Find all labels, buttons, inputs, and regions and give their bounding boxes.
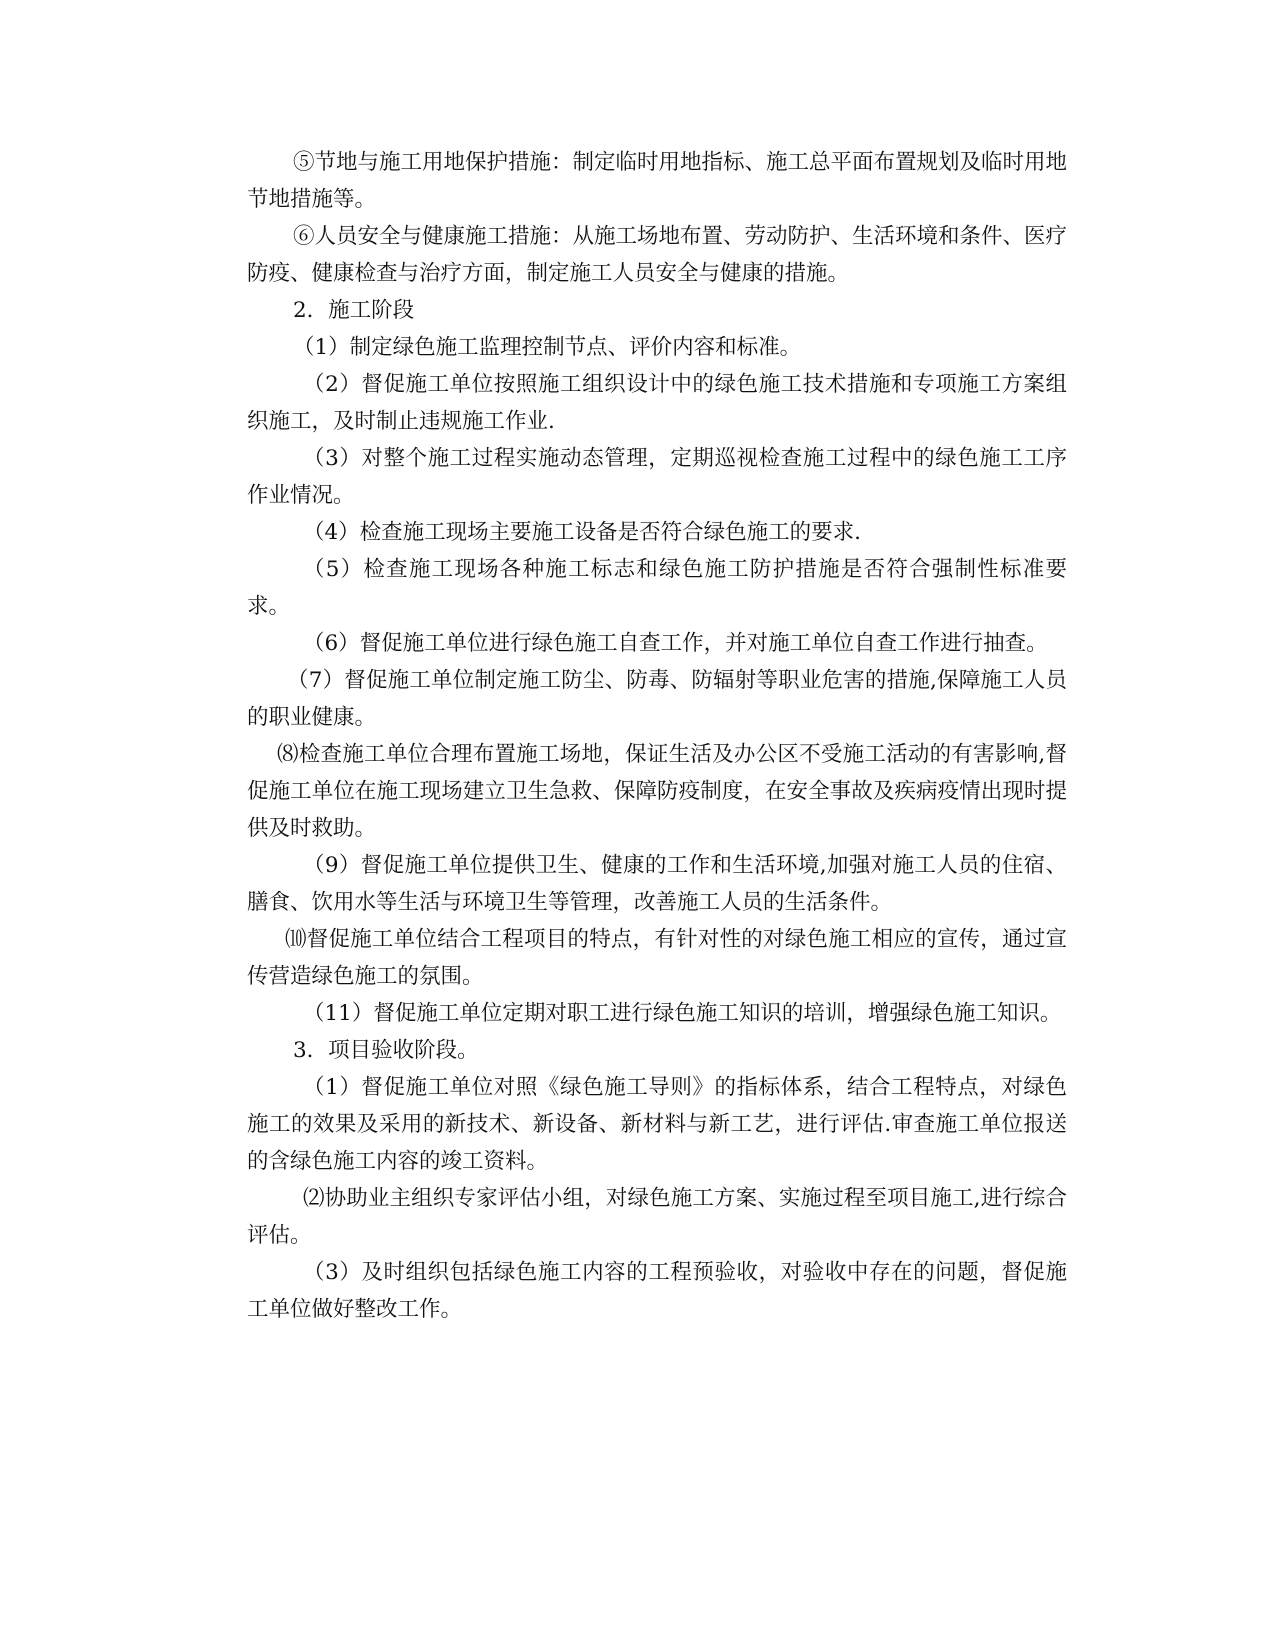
paragraph-stage3-item3: （3）及时组织包括绿色施工内容的工程预验收，对验收中存在的问题，督促施工单位做好整改工作。 [247,1260,1067,1322]
paragraph-stage3-item1: （1）督促施工单位对照《绿色施工导则》的指标体系，结合工程特点，对绿色施工的效果及采用的新技术、新设备、新材料与新工艺，进行评估.审查施工单位报送的含绿色施工内容的竣工资料。 [247,1075,1067,1174]
paragraph-stage2-item8: ⑻检查施工单位合理布置施工场地，保证生活及办公区不受施工活动的有害影响,督促施工单位在施工现场建立卫生急救、保障防疫制度，在安全事故及疾病疫情出现时提供及时救助。 [247,742,1067,841]
document-page [247,144,1067,1328]
paragraph-stage3-item2: ⑵协助业主组织专家评估小组，对绿色施工方案、实施过程至项目施工,进行综合评估。 [247,1186,1067,1248]
paragraph-stage2-item9: （9）督促施工单位提供卫生、健康的工作和生活环境,加强对施工人员的住宿、膳食、饮用水等生活与环境卫生等管理，改善施工人员的生活条件。 [247,853,1067,915]
paragraph-stage2-item7: （7）督促施工单位制定施工防尘、防毒、防辐射等职业危害的措施,保障施工人员的职业健康。 [247,668,1067,730]
paragraph-stage2-item6: （6）督促施工单位进行绿色施工自查工作，并对施工单位自查工作进行抽查。 [303,631,1048,656]
heading-construction-stage: 2．施工阶段 [293,298,415,323]
paragraph-personnel-safety: ⑥人员安全与健康施工措施：从施工场地布置、劳动防护、生活环境和条件、医疗防疫、健康检查与治疗方面，制定施工人员安全与健康的措施。 [247,224,1068,286]
paragraph-stage2-item10: ⑽督促施工单位结合工程项目的特点，有针对性的对绿色施工相应的宣传，通过宣传营造绿色施工的氛围。 [247,927,1067,989]
paragraph-stage2-item3: （3）对整个施工过程实施动态管理，定期巡视检查施工过程中的绿色施工工序作业情况。 [247,446,1067,508]
paragraph-stage2-item2: （2）督促施工单位按照施工组织设计中的绿色施工技术措施和专项施工方案组织施工，及时制止违规施工作业. [247,372,1067,434]
paragraph-stage2-item1: （1）制定绿色施工监理控制节点、评价内容和标准。 [293,335,802,360]
paragraph-stage2-item11: （11）督促施工单位定期对职工进行绿色施工知识的培训，增强绿色施工知识。 [303,1001,1062,1026]
paragraph-stage2-item5: （5）检查施工现场各种施工标志和绿色施工防护措施是否符合强制性标准要求。 [247,557,1067,619]
paragraph-stage2-item4: （4）检查施工现场主要施工设备是否符合绿色施工的要求. [303,520,862,545]
heading-acceptance-stage: 3．项目验收阶段。 [293,1038,479,1063]
paragraph-land-saving: ⑤节地与施工用地保护措施：制定临时用地指标、施工总平面布置规划及临时用地节地措施等。 [247,150,1068,212]
